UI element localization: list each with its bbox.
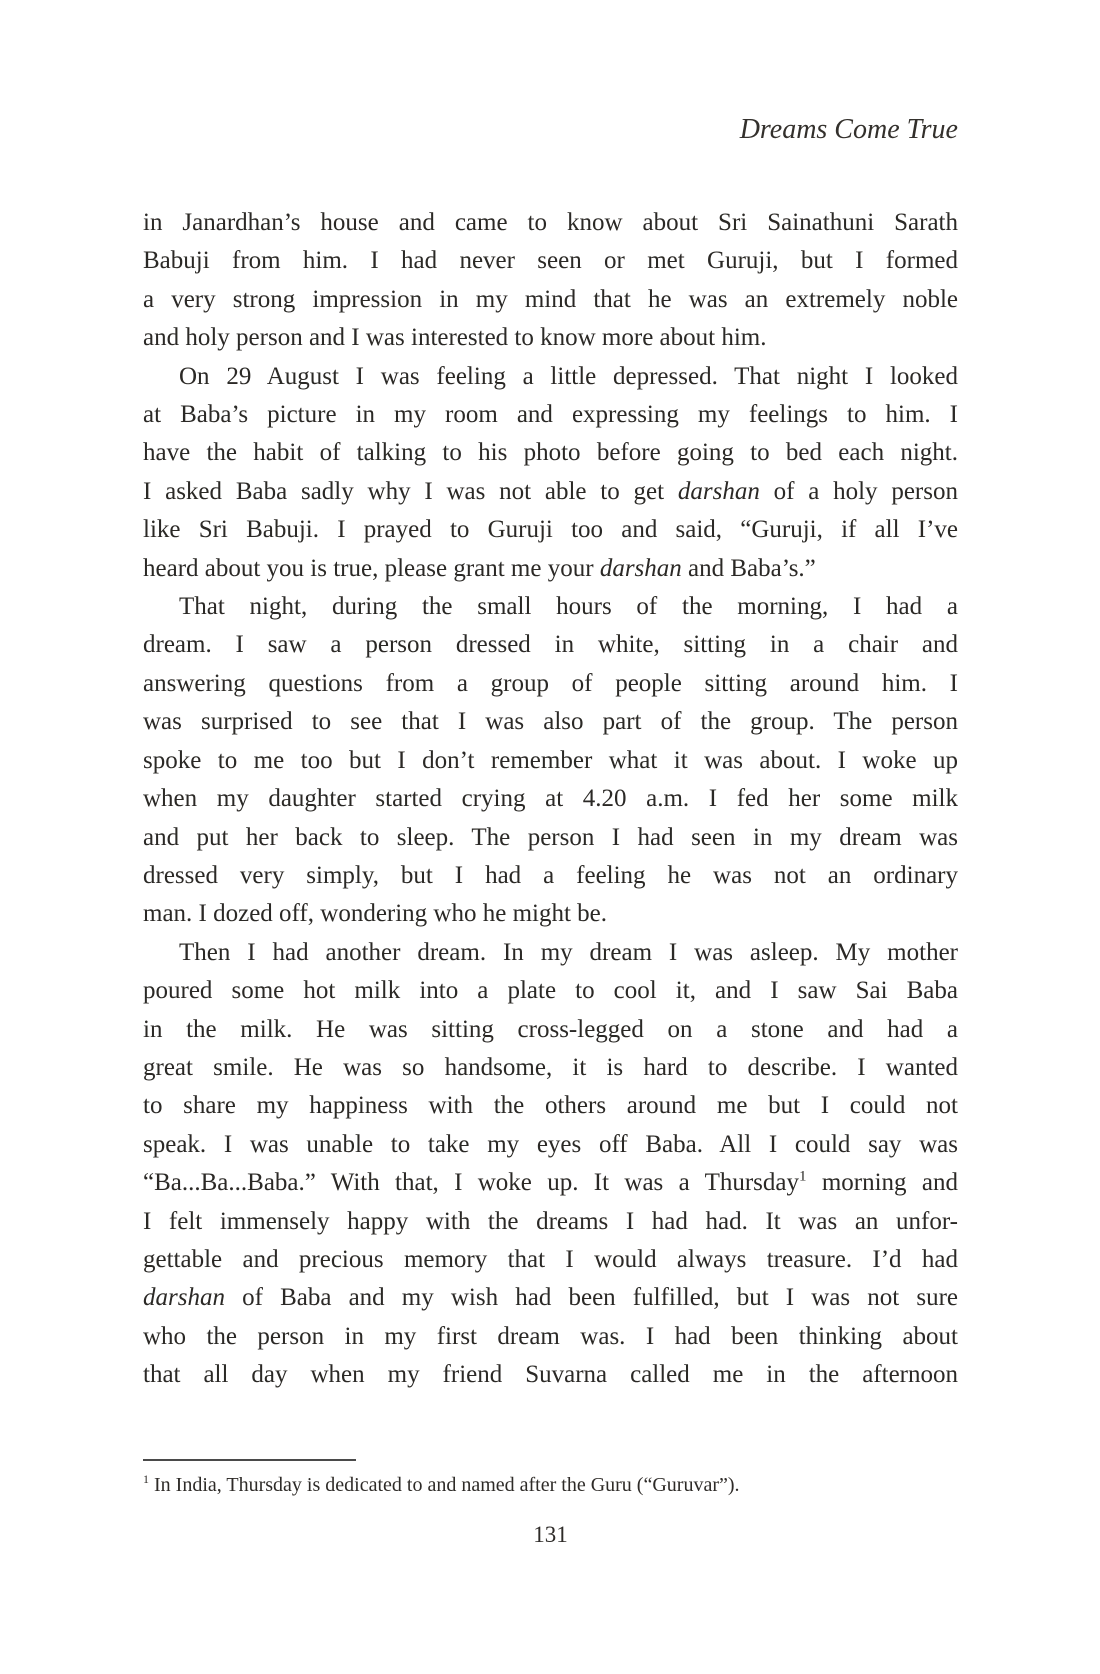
text-line: [143, 396, 958, 434]
text-line: [143, 742, 958, 780]
text-line: [143, 358, 958, 396]
text-line: [143, 588, 958, 626]
text-line: [143, 319, 958, 357]
text-segment: to share my happiness with the others around me but I could not: [143, 1092, 958, 1120]
text-segment: morning and: [806, 1169, 958, 1197]
footnote: [143, 1472, 958, 1499]
text-segment: I asked Baba sadly why I was not able to get: [143, 477, 678, 505]
text-line: [143, 780, 958, 818]
text-line: [143, 550, 958, 588]
text-segment: when my daughter started crying at 4.20 a.m. I fed her some milk: [143, 785, 958, 813]
text-segment: of Baba and my wish had been fulfilled, but I was not sure: [224, 1284, 958, 1312]
text-segment: in the milk. He was sitting cross-legged on a stone and had a: [143, 1015, 958, 1043]
italic-term: darshan: [599, 554, 682, 582]
text-segment: a very strong impression in my mind that he was an extremely noble: [143, 285, 958, 313]
text-line: [143, 1318, 958, 1356]
text-segment: great smile. He was so handsome, it is hard to describe. I wanted: [143, 1053, 958, 1081]
italic-term: darshan: [677, 477, 760, 505]
text-segment: Babuji from him. I had never seen or met Guruji, but I formed: [143, 247, 958, 275]
text-segment: poured some hot milk into a plate to cool it, and I saw Sai Baba: [143, 977, 958, 1005]
italic-term: darshan: [143, 1284, 225, 1312]
text-segment: I felt immensely happy with the dreams I had had. It was an unfor-: [143, 1207, 958, 1235]
text-segment: “Ba...Ba...Baba.” With that, I woke up. It was a Thursday: [143, 1169, 800, 1197]
page-number: 131: [533, 1522, 568, 1547]
footnote-separator: [143, 1459, 356, 1461]
text-line: [143, 473, 958, 511]
text-line: [143, 934, 958, 972]
text-segment: dressed very simply, but I had a feeling he was not an ordinary: [143, 861, 958, 889]
text-segment: and Baba’s.”: [681, 554, 816, 582]
text-line: [143, 1356, 958, 1394]
footnote-text: In India, Thursday is dedicated to and named after the Guru (“Guruvar”).: [154, 1474, 740, 1496]
text-line: [143, 1049, 958, 1087]
text-segment: spoke to me too but I don’t remember what it was about. I woke up: [143, 746, 958, 774]
text-segment: in Janardhan’s house and came to know about Sri Sainathuni Sarath: [143, 209, 958, 236]
text-segment: dream. I saw a person dressed in white, sitting in a chair and: [143, 631, 958, 659]
text-line: [143, 1126, 958, 1164]
text-segment: man. I dozed off, wondering who he might be.: [143, 900, 608, 928]
text-segment: of a holy person: [759, 477, 958, 505]
text-line: [143, 703, 958, 741]
text-line: [143, 1164, 958, 1202]
text-segment: who the person in my first dream was. I had been thinking about: [143, 1322, 958, 1350]
text-line: [143, 1279, 958, 1317]
text-line: [143, 895, 958, 933]
text-segment: at Baba’s picture in my room and expressing my feelings to him. I: [143, 401, 958, 429]
text-segment: that all day when my friend Suvarna called me in the afternoon: [143, 1361, 958, 1389]
text-segment: On 29 August I was feeling a little depressed. That night I looked: [179, 362, 958, 390]
footnote-reference: 1: [799, 1168, 807, 1185]
text-segment: like Sri Babuji. I prayed to Guruji too and said, “Guruji, if all I’ve: [143, 516, 958, 544]
text-line: [143, 511, 958, 549]
text-line: [143, 857, 958, 895]
text-line: [143, 434, 958, 472]
text-segment: answering questions from a group of people sitting around him. I: [143, 669, 958, 697]
text-line: [143, 1203, 958, 1241]
text-segment: was surprised to see that I was also part of the group. The person: [143, 708, 958, 736]
text-segment: speak. I was unable to take my eyes off Baba. All I could say was: [143, 1130, 958, 1158]
footnote-marker: 1: [143, 1472, 149, 1487]
text-line: [143, 242, 958, 280]
text-line: [143, 1011, 958, 1049]
text-segment: and put her back to sleep. The person I had seen in my dream was: [143, 823, 958, 851]
text-segment: Then I had another dream. In my dream I was asleep. My mother: [179, 938, 958, 966]
text-line: [143, 204, 958, 242]
text-line: [143, 1241, 958, 1279]
text-segment: That night, during the small hours of the morning, I had a: [179, 593, 958, 621]
text-line: [143, 972, 958, 1010]
text-segment: and holy person and I was interested to know more about him.: [143, 324, 767, 352]
text-line: [143, 1087, 958, 1125]
text-line: [143, 281, 958, 319]
text-line: [143, 665, 958, 703]
text-segment: have the habit of talking to his photo before going to bed each night.: [143, 439, 958, 467]
text-line: [143, 819, 958, 857]
body-text: [143, 204, 958, 1395]
text-segment: heard about you is true, please grant me your: [143, 554, 600, 582]
text-line: [143, 626, 958, 664]
running-header: Dreams Come True: [739, 114, 958, 145]
text-segment: gettable and precious memory that I would always treasure. I’d had: [143, 1245, 958, 1273]
